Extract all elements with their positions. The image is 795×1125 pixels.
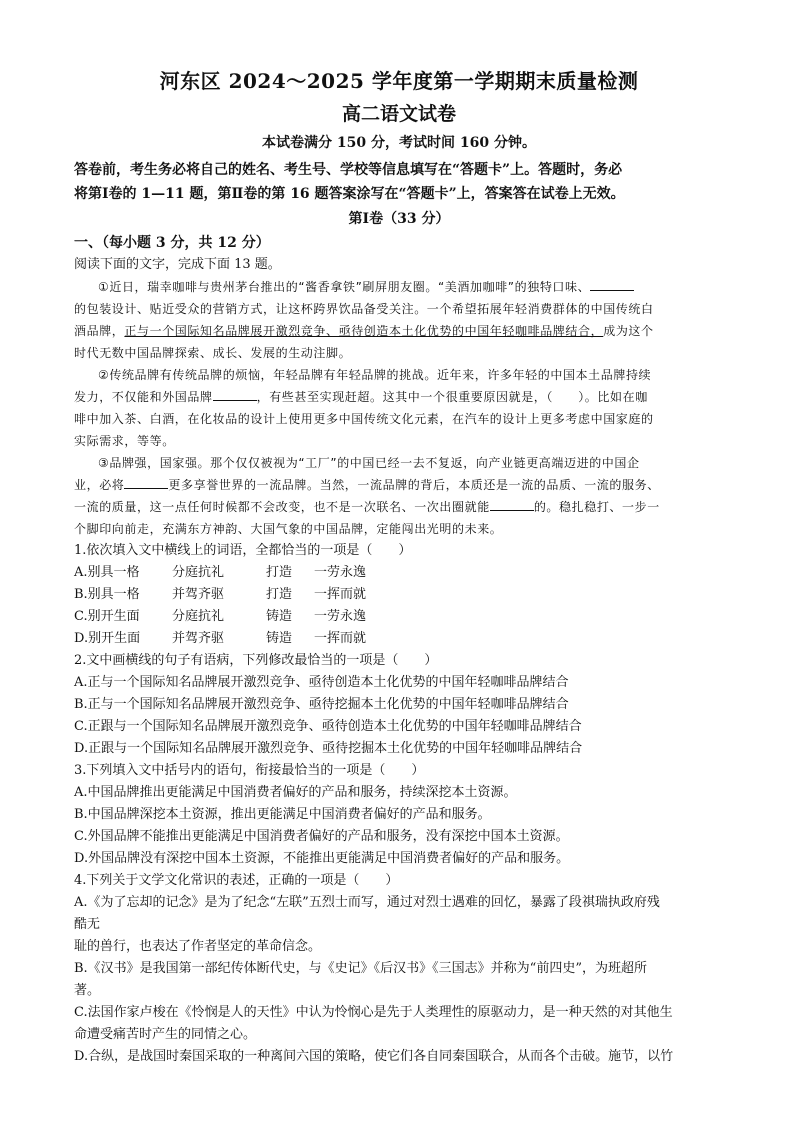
option: D.外国品牌没有深挖中国本土资源，不能推出更能满足中国消费者偏好的产品和服务。 bbox=[74, 851, 570, 866]
exam-notice bbox=[74, 158, 724, 206]
passage-line: 时代无数中国品牌探索、成长、发展的生动注脚。 bbox=[74, 346, 352, 360]
passage-line: ③品牌强，国家强。那个仅仅被视为“工厂”的中国已经一去不复返，向产业链更高端迈进的中国企 bbox=[98, 456, 640, 470]
score-note: 本试卷满分 150 分，考试时间 160 分钟。 bbox=[262, 135, 536, 151]
option-row: D.别开生面 并驾齐驱 铸造 一挥而就 bbox=[74, 631, 367, 646]
option: B.正与一个国际知名品牌展开激烈竞争、亟待挖掘本土化优势的中国年轻咖啡品牌结合 bbox=[74, 697, 569, 712]
option-line: 耻的兽行，也表达了作者坚定的革命信念。 bbox=[74, 939, 322, 954]
option: A.中国品牌推出更能满足中国消费者偏好的产品和服务，持续深挖本土资源。 bbox=[74, 785, 517, 800]
passage-line: 发力，不仅能和外国品牌 ，有些甚至实现赶超。这其中一个很重要原因就是，（ ）。比如在咖 bbox=[74, 390, 648, 404]
fill-blank bbox=[124, 476, 168, 489]
underlined-sentence: 正与一个国际知名品牌展开激烈竞争、亟待创造本土化优势的中国年轻咖啡品牌结合， bbox=[124, 324, 604, 338]
passage-line: ②传统品牌有传统品牌的烦恼，年轻品牌有年轻品牌的挑战。近年来，许多年轻的中国本土品牌持续 bbox=[98, 368, 652, 382]
volume-heading: 第Ⅰ卷（33 分） bbox=[348, 211, 450, 227]
option-line: B.《汉书》是我国第一部纪传体断代史，与《史记》《后汉书》《三国志》并称为“前四史”，为班超所 bbox=[74, 961, 647, 976]
exam-title: 河东区 2024～2025 学年度第一学期期末质量检测 bbox=[159, 69, 639, 93]
question-stem: 2.文中画横线的句子有语病，下列修改最恰当的一项是（ ） bbox=[74, 653, 438, 668]
passage-line: 个脚印向前走，充满东方神韵、大国气象的中国品牌，定能闯出光明的未来。 bbox=[74, 522, 503, 536]
option: D.正跟与一个国际知名品牌展开激烈竞争、亟待挖掘本土化优势的中国年轻咖啡品牌结合 bbox=[74, 741, 583, 756]
notice-line: 将第Ⅰ卷的 1—11 题，第Ⅱ卷的第 16 题答案涂写在“答题卡”上，答案答在试卷上无效。 bbox=[74, 186, 625, 202]
passage-line: 业，必将 更多享誉世界的一流品牌。当然，一流品牌的背后，本质还是一流的品质、一流的服务、 bbox=[74, 478, 660, 492]
question-2 bbox=[74, 650, 724, 760]
exam-page bbox=[74, 68, 724, 1068]
option-line: A.《为了忘却的记念》是为了纪念“左联”五烈士而写，通过对烈士遇难的回忆，暴露了段祺瑞执政府残 bbox=[74, 895, 660, 910]
exam-subtitle: 高二语文试卷 bbox=[341, 103, 456, 125]
question-stem: 3.下列填入文中括号内的语句，衔接最恰当的一项是（ ） bbox=[74, 763, 425, 778]
option-line: 命遭受痛苦时产生的同情之心。 bbox=[74, 1027, 257, 1042]
option-line: C.法国作家卢梭在《怜悯是人的天性》中认为怜悯心是先于人类理性的原驱动力，是一种天然的对其他生 bbox=[74, 1005, 673, 1020]
option: B.中国品牌深挖本土资源，推出更能满足中国消费者偏好的产品和服务。 bbox=[74, 807, 491, 822]
passage-line: 的包装设计、贴近受众的营销方式，让这杯跨界饮品备受关注。一个希望拓展年轻消费群体的中国传统白 bbox=[74, 302, 654, 316]
question-1 bbox=[74, 540, 724, 650]
option-row: C.别开生面 分庭抗礼 铸造 一劳永逸 bbox=[74, 609, 367, 624]
reading-passage bbox=[74, 276, 724, 540]
fill-blank bbox=[590, 278, 634, 291]
option-line: D.合纵，是战国时秦国采取的一种离间六国的策略，使它们各自同秦国联合，从而各个击破。施节，以竹 bbox=[74, 1049, 674, 1064]
option: C.正跟与一个国际知名品牌展开激烈竞争、亟待创造本土化优势的中国年轻咖啡品牌结合 bbox=[74, 719, 582, 734]
instruction: 阅读下面的文字，完成下面 13 题。 bbox=[74, 257, 281, 272]
option-line: 著。 bbox=[74, 983, 101, 998]
question-stem: 4.下列关于文学文化常识的表述，正确的一项是（ ） bbox=[74, 873, 399, 888]
question-3 bbox=[74, 760, 724, 870]
option-row: A.别具一格 分庭抗礼 打造 一劳永逸 bbox=[74, 565, 367, 580]
passage-line: 酒品牌，正与一个国际知名品牌展开激烈竞争、亟待创造本土化优势的中国年轻咖啡品牌结合，成为这个 bbox=[74, 324, 654, 338]
question-4 bbox=[74, 870, 724, 1068]
part-heading: 一、（每小题 3 分，共 12 分） bbox=[74, 235, 270, 251]
option: C.外国品牌不能推出更能满足中国消费者偏好的产品和服务，没有深挖中国本土资源。 bbox=[74, 829, 569, 844]
passage-line: ①近日，瑞幸咖啡与贵州茅台推出的“酱香拿铁”刷屏朋友圈。“美酒加咖啡”的独特口味、 bbox=[74, 276, 724, 298]
option-row: B.别具一格 并驾齐驱 打造 一挥而就 bbox=[74, 587, 367, 602]
option-line: 酷无 bbox=[74, 917, 101, 932]
fill-blank bbox=[213, 388, 257, 401]
question-stem: 1.依次填入文中横线上的词语，全都恰当的一项是（ ） bbox=[74, 543, 412, 558]
fill-blank bbox=[490, 498, 534, 511]
option: A.正与一个国际知名品牌展开激烈竞争、亟待创造本土化优势的中国年轻咖啡品牌结合 bbox=[74, 675, 569, 690]
notice-line: 答卷前，考生务必将自己的姓名、考生号、学校等信息填写在“答题卡”上。答题时，务必 bbox=[74, 162, 623, 178]
passage-line: 实际需求，等等。 bbox=[74, 434, 175, 448]
passage-line: 一流的质量，这一点任何时候都不会改变，也不是一次联名、一次出圈就能 的。稳扎稳打、一步一 bbox=[74, 500, 660, 514]
passage-line: 啡中加入茶、白酒，在化妆品的设计上使用更多中国传统文化元素，在汽车的设计上更多考虑中国家庭的 bbox=[74, 412, 654, 426]
